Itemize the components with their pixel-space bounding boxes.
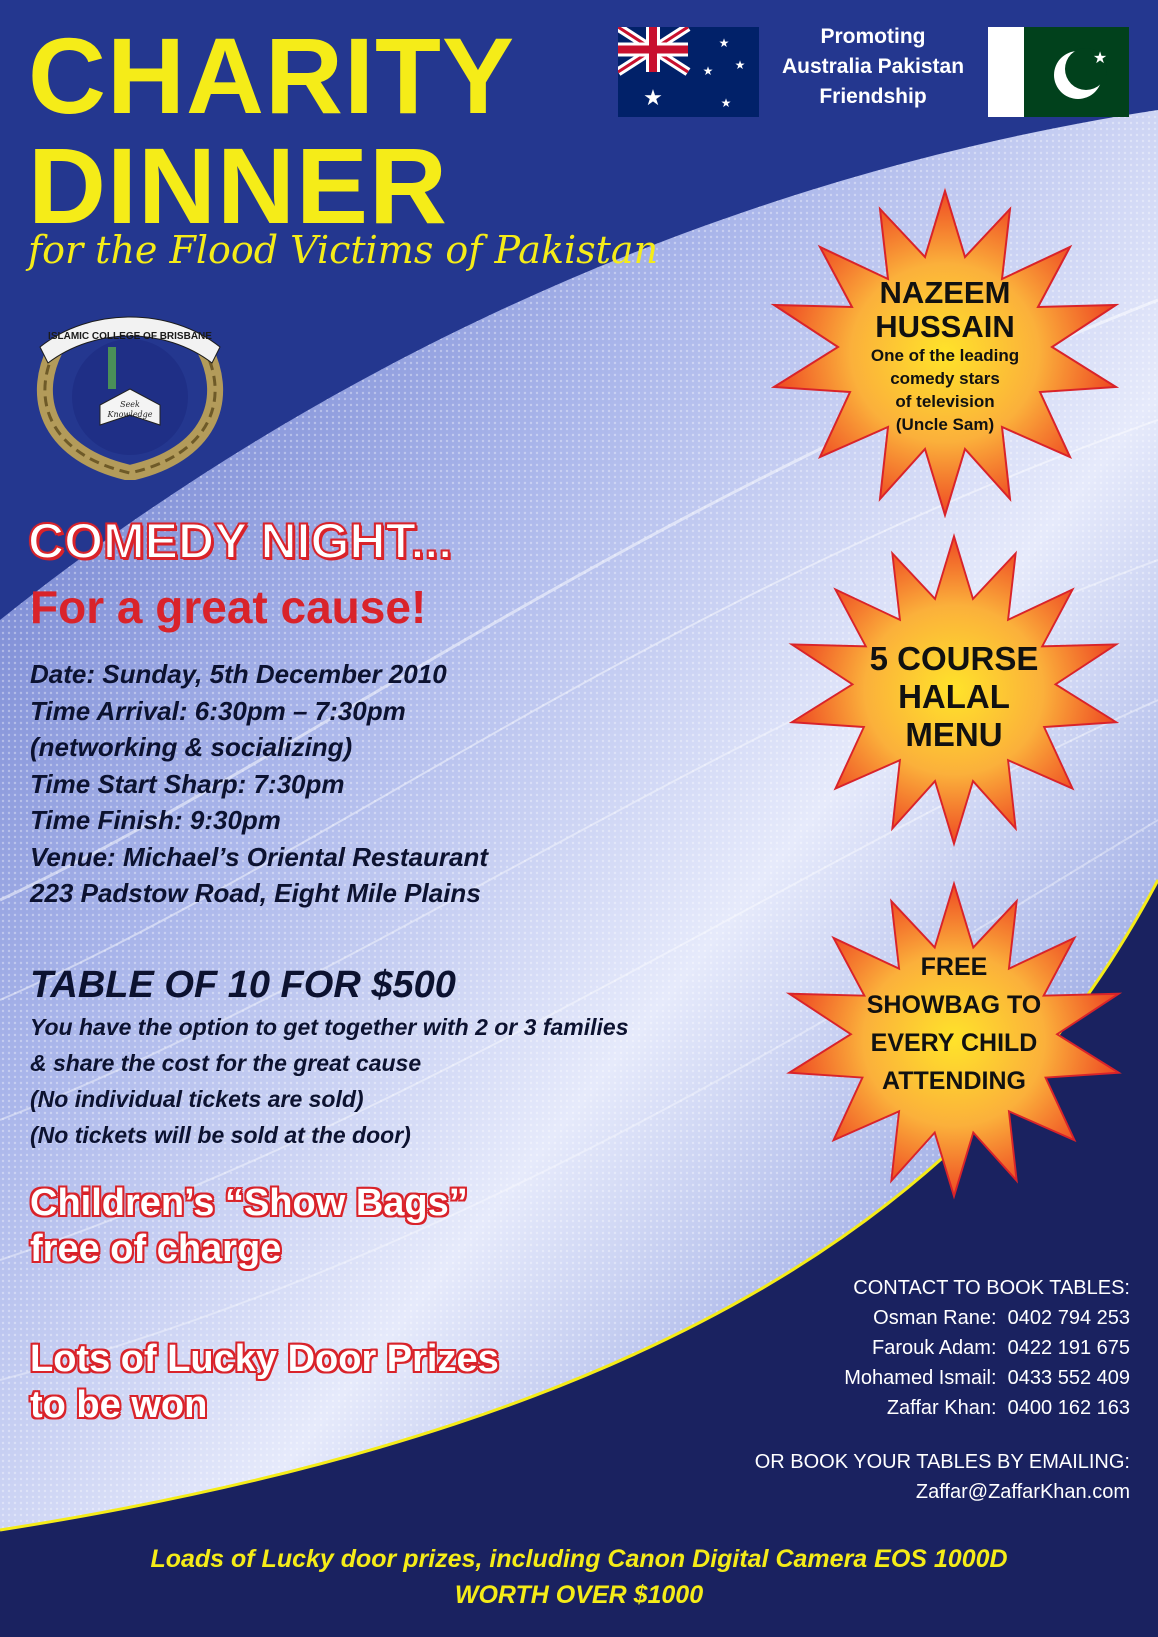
event-date: Date: Sunday, 5th December 2010: [30, 659, 447, 689]
table-note-3: (No individual tickets are sold): [30, 1086, 364, 1112]
promo-line-3: Friendship: [819, 85, 927, 108]
contact-phone[interactable]: 0402 794 253: [1007, 1307, 1130, 1329]
contact-name: Farouk Adam:: [872, 1337, 997, 1359]
event-address: 223 Padstow Road, Eight Mile Plains: [30, 878, 481, 908]
contact-row-3: [755, 1363, 1130, 1393]
promo-text: [763, 22, 983, 112]
menu-line-2: HALAL: [898, 678, 1010, 715]
event-venue: Venue: Michael’s Oriental Restaurant: [30, 841, 489, 872]
contact-name: Mohamed Ismail:: [844, 1367, 997, 1389]
burst-comedian-text: [800, 276, 1090, 436]
showbag-burst-line-1: FREE: [920, 953, 988, 981]
contact-row-1: [755, 1303, 1130, 1333]
promo-line-1: Promoting: [820, 25, 926, 48]
comedian-desc-4: (Uncle Sam): [895, 415, 995, 434]
contact-name: Osman Rane:: [873, 1307, 997, 1329]
comedian-desc-1: One of the leading: [870, 346, 1020, 365]
title-line-2: DINNER: [28, 125, 449, 246]
event-arrival: Time Arrival: 6:30pm – 7:30pm: [30, 695, 406, 726]
table-price-heading: TABLE OF 10 FOR $500: [30, 964, 456, 1006]
contact-phone[interactable]: 0400 162 163: [1007, 1397, 1130, 1419]
event-finish: Time Finish: 9:30pm: [30, 805, 281, 835]
contact-name: Zaffar Khan:: [886, 1397, 997, 1419]
showbag-burst-line-4: ATTENDING: [882, 1067, 1026, 1095]
showbags-line-2: free of charge: [30, 1228, 282, 1270]
comedian-last-name: HUSSAIN: [875, 309, 1015, 344]
table-note-4: (No tickets will be sold at the door): [30, 1122, 411, 1148]
promo-line-2: Australia Pakistan: [781, 55, 965, 78]
contact-phone[interactable]: 0422 191 675: [1007, 1337, 1130, 1359]
svg-text:★: ★: [643, 86, 663, 111]
svg-text:★: ★: [1092, 48, 1108, 67]
contact-row-4: [755, 1393, 1130, 1423]
prizes-line-1: Lots of Lucky Door Prizes: [30, 1338, 499, 1380]
comedian-first-name: NAZEEM: [879, 275, 1011, 310]
prizes-line-2: to be won: [30, 1384, 208, 1426]
prizes-promo: [30, 1336, 499, 1428]
email-link[interactable]: Zaffar@ZaffarKhan.com: [915, 1481, 1130, 1503]
showbags-line-1: Children’s “Show Bags”: [30, 1182, 468, 1224]
showbags-promo: [30, 1180, 468, 1272]
table-note-2: & share the cost for the great cause: [30, 1050, 422, 1076]
email-heading: OR BOOK YOUR TABLES BY EMAILING:: [754, 1451, 1130, 1473]
burst-menu-text: [804, 640, 1104, 754]
menu-line-3: MENU: [905, 716, 1003, 753]
contact-heading: CONTACT TO BOOK TABLES:: [853, 1277, 1130, 1299]
australia-flag-icon: [618, 27, 759, 117]
event-details: [30, 656, 488, 912]
logo-book-line-1: Seek: [120, 400, 140, 409]
logo-banner-text: ISLAMIC COLLEGE OF BRISBANE: [48, 331, 212, 342]
comedian-desc-3: of television: [895, 392, 995, 411]
contact-row-2: [755, 1333, 1130, 1363]
svg-text:★: ★: [702, 64, 714, 78]
contact-block: [755, 1273, 1130, 1507]
comedian-desc-2: comedy stars: [890, 369, 1000, 388]
svg-text:★: ★: [718, 36, 730, 50]
pakistan-flag-icon: [988, 27, 1129, 117]
event-arrival-note: (networking & socializing): [30, 732, 353, 762]
showbag-burst-line-2: SHOWBAG TO: [866, 991, 1042, 1019]
comedy-tagline: For a great cause!: [30, 581, 427, 633]
svg-text:★: ★: [734, 58, 746, 72]
table-note-1: You have the option to get together with 2 or 3 families: [30, 1014, 629, 1040]
footer-line-2: WORTH OVER $1000: [454, 1581, 704, 1609]
subtitle: for the Flood Victims of Pakistan: [28, 228, 659, 272]
menu-line-1: 5 COURSE: [869, 640, 1039, 677]
college-logo: [30, 305, 230, 480]
burst-showbag-text: [804, 948, 1104, 1100]
footer-line-1: Loads of Lucky door prizes, including Canon Digital Camera EOS 1000D: [150, 1545, 1008, 1573]
svg-text:★: ★: [720, 96, 732, 110]
title-line-1: CHARITY: [28, 15, 515, 136]
logo-book-line-2: Knowledge: [107, 410, 153, 419]
comedy-headline: COMEDY NIGHT...: [28, 513, 453, 569]
footer: [0, 1541, 1158, 1613]
showbag-burst-line-3: EVERY CHILD: [870, 1029, 1038, 1057]
contact-phone[interactable]: 0433 552 409: [1007, 1367, 1130, 1389]
event-start: Time Start Sharp: 7:30pm: [30, 768, 345, 799]
table-notes: [30, 1009, 628, 1153]
